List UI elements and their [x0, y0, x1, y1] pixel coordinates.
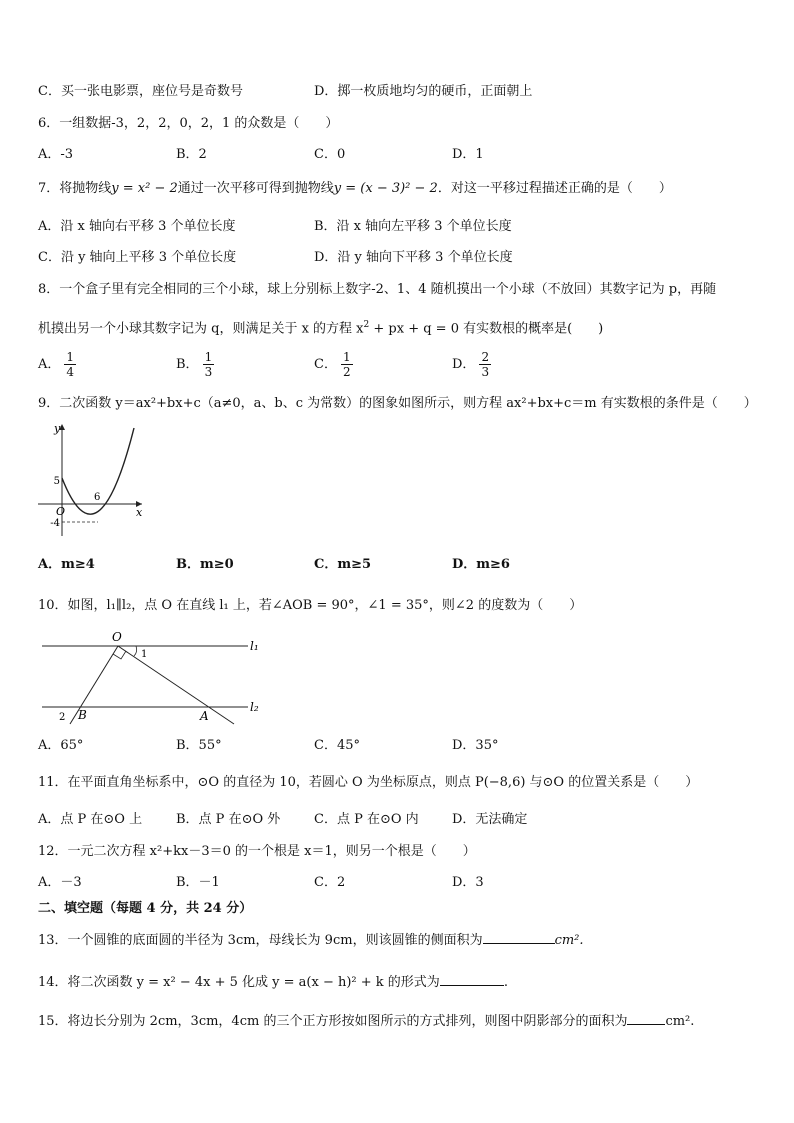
q8-option-c [314, 350, 353, 379]
point-a-label: A [200, 709, 209, 723]
q6-option-d: D．1 [452, 147, 484, 162]
q11-stem: 11．在平面直角坐标系中，⊙O 的直径为 10，若圆心 O 为坐标原点，则点 P(−8,6) 与⊙O 的位置关系是（ ） [38, 775, 699, 790]
q9-option-c: C．m≥5 [314, 557, 372, 572]
q8-b-label: B． [176, 357, 199, 372]
l1-label: l₁ [250, 639, 259, 653]
q13-text: 13．一个圆锥的底面圆的半径为 3cm，母线长为 9cm，则该圆锥的侧面积为 [38, 933, 483, 948]
y-axis-label: y [54, 422, 61, 435]
q11-option-b: B．点 P 在⊙O 外 [176, 812, 281, 827]
q10-option-c: C．45° [314, 738, 360, 753]
denominator: 2 [342, 365, 351, 379]
q6-option-b: B．2 [176, 147, 207, 162]
q7-option-b: B．沿 x 轴向左平移 3 个单位长度 [314, 219, 512, 234]
q12-option-d: D．3 [452, 875, 484, 890]
q14-period: . [503, 975, 508, 990]
angle-2-label: 2 [59, 712, 66, 723]
q8-option-b [176, 350, 214, 379]
q8-d-label: D． [452, 357, 476, 372]
q10-parallel-lines-figure [34, 624, 274, 730]
right-angle-mark [113, 651, 126, 659]
angle-1-arc [134, 646, 137, 656]
q15-text: 15．将边长分别为 2cm，3cm，4cm 的三个正方形按如图所示的方式排列，则图中阴影部分的面积为 [38, 1014, 628, 1029]
q14-stem [38, 973, 508, 992]
q14-answer-blank[interactable] [440, 973, 504, 986]
q8-a-fraction [64, 350, 76, 379]
q7-option-d: D．沿 y 轴向下平移 3 个单位长度 [314, 250, 513, 265]
denominator: 4 [66, 365, 75, 379]
q9-stem: 9．二次函数 y＝ax²+bx+c（a≠0，a、b、c 为常数）的图象如图所示，则方程 ax²+bx+c＝m 有实数根的条件是（ ） [38, 396, 757, 411]
x-axis-label: x [136, 506, 143, 519]
q10-option-b: B．55° [176, 738, 222, 753]
q8-stem-text-end: + px + q = 0 有实数根的概率是( ) [369, 321, 604, 337]
x-tick-label: 6 [94, 492, 101, 503]
section-heading-fill-in: 二、填空题（每题 4 分，共 24 分） [38, 901, 253, 916]
q15-stem [38, 1012, 694, 1031]
point-o-label: O [112, 630, 122, 644]
q11-option-d: D．无法确定 [452, 812, 528, 827]
q5-option-d: D．掷一枚质地均匀的硬币，正面朝上 [314, 84, 533, 99]
denominator: 3 [481, 365, 490, 379]
q6-stem: 6．一组数据-3，2，2，0，2，1 的众数是（ ） [38, 116, 339, 131]
q8-option-d [452, 350, 491, 379]
q6-option-a: A．-3 [38, 147, 74, 162]
numerator: 2 [481, 350, 490, 364]
l2-label: l₂ [250, 700, 259, 714]
q8-stem-line2 [38, 316, 603, 338]
numerator: 1 [66, 350, 75, 364]
q12-stem: 12．一元二次方程 x²+kx－3＝0 的一个根是 x＝1，则另一个根是（ ） [38, 844, 476, 859]
q7-option-a: A．沿 x 轴向右平移 3 个单位长度 [38, 219, 236, 234]
q12-option-a: A．－3 [38, 875, 82, 890]
q7-eq2: y = (x − 3)² − 2 [333, 181, 438, 196]
q8-b-fraction [203, 350, 215, 379]
q9-option-a: A．m≥4 [38, 557, 95, 572]
q10-stem: 10．如图，l₁∥l₂，点 O 在直线 l₁ 上，若∠AOB = 90°，∠1 = 35°，则∠2 的度数为（ ） [38, 598, 583, 613]
q9-option-d: D．m≥6 [452, 557, 510, 572]
neg-tick-label: -4 [50, 518, 60, 529]
q8-option-a [38, 350, 76, 379]
q8-stem-line1: 8．一个盒子里有完全相同的三个小球，球上分别标上数字-2、1、4 随机摸出一个小球（不放回）其数字记为 p，再随 [38, 282, 717, 297]
q8-c-fraction [341, 350, 353, 379]
q14-text: 14．将二次函数 y = x² − 4x + 5 化成 y = a(x − h)² + k 的形式为 [38, 975, 440, 990]
q12-option-c: C．2 [314, 875, 346, 890]
q11-option-a: A．点 P 在⊙O 上 [38, 812, 143, 827]
q13-stem [38, 931, 584, 950]
denominator: 3 [204, 365, 213, 379]
q7-mid: 通过一次平移可得到抛物线 [177, 181, 334, 196]
q13-unit: cm². [554, 933, 584, 948]
q9-parabola-graph [34, 420, 146, 540]
q11-option-c: C．点 P 在⊙O 内 [314, 812, 419, 827]
numerator: 1 [342, 350, 351, 364]
numerator: 1 [204, 350, 213, 364]
q8-d-fraction [479, 350, 491, 379]
q9-option-b: B．m≥0 [176, 557, 234, 572]
q7-tail: ．对这一平移过程描述正确的是（ ） [437, 181, 672, 196]
point-b-label: B [78, 708, 87, 722]
q7-number: 7．将抛物线 [38, 181, 112, 196]
y-tick-label: 5 [53, 476, 60, 487]
origin-label: O [56, 505, 66, 518]
q8-a-label: A． [38, 357, 61, 372]
q8-stem-text: 机摸出另一个小球其数字记为 q，则满足关于 x 的方程 x [38, 321, 364, 337]
q13-answer-blank[interactable] [483, 931, 555, 944]
q7-option-c: C．沿 y 轴向上平移 3 个单位长度 [38, 250, 237, 265]
q15-unit: cm². [665, 1014, 695, 1029]
q7-eq1: y = x² − 2 [111, 181, 178, 196]
q5-option-c: C．买一张电影票，座位号是奇数号 [38, 84, 243, 99]
angle-1-label: 1 [141, 649, 148, 660]
q10-option-d: D．35° [452, 738, 499, 753]
q8-superscript: 2 [363, 320, 370, 330]
q8-c-label: C． [314, 357, 337, 372]
q10-option-a: A．65° [38, 738, 84, 753]
q6-option-c: C．0 [314, 147, 346, 162]
q12-option-b: B．－1 [176, 875, 220, 890]
segment-oa [118, 646, 234, 724]
q15-answer-blank[interactable] [627, 1012, 665, 1025]
q7-stem [38, 180, 672, 198]
